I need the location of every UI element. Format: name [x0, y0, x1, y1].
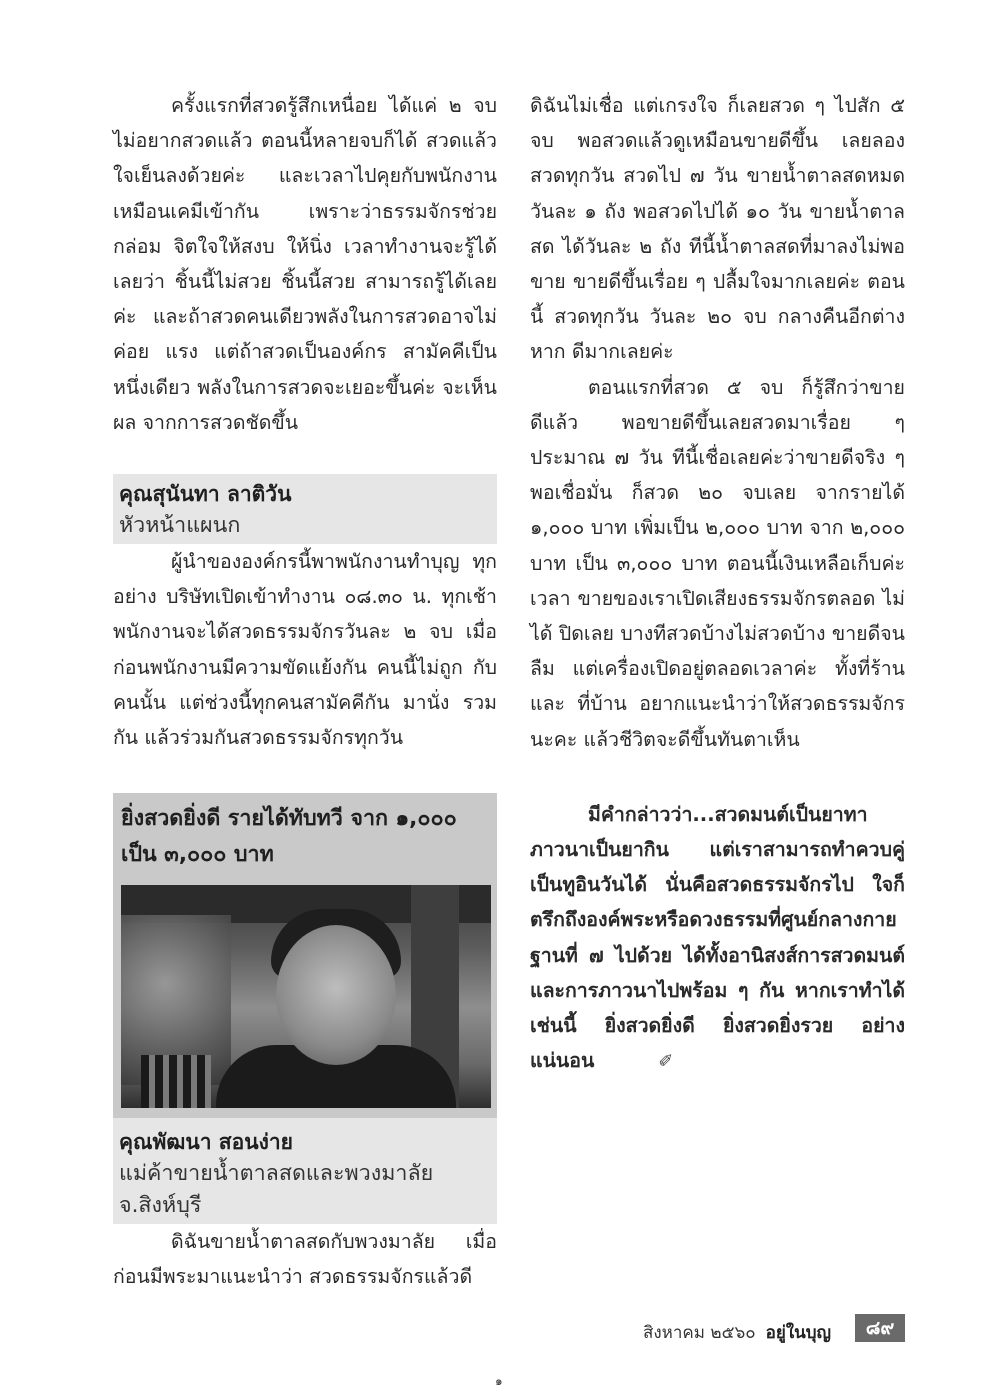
text-line: ได้วันละ ๒ ถัง ทีนี้น้ำตาลสดที่มาลงไม่พอขาย	[530, 234, 905, 294]
person-1-role: หัวหน้าแผนก	[119, 513, 241, 539]
person-2-role: แม่ค้าขายน้ำตาลสดและพวงมาลัย	[119, 1161, 434, 1187]
text-line: และการภาวนาไปพร้อม ๆ กัน หากเราทำได้	[530, 978, 905, 1002]
text-line: ขายดีขึ้นเรื่อย ๆ ปลื้มใจมากเลยค่ะ ตอนนี้	[530, 270, 905, 329]
end-of-article-quill-icon: ✐	[658, 1051, 674, 1073]
text-line: พอขายดีขึ้นเลยสวดมาเรื่อย ๆ ประมาณ ๗	[530, 410, 905, 470]
person-1-namebox	[113, 474, 497, 544]
left-paragraph-2	[113, 544, 497, 755]
left-column	[113, 88, 497, 1295]
text-line: รวมกัน แล้วร่วมกันสวดธรรมจักรทุกวัน	[113, 690, 497, 750]
right-paragraph-2	[530, 370, 905, 757]
text-line: ขายของเราเปิดเสียงธรรมจักรตลอด ไม่ได้	[530, 586, 905, 646]
person-2-name: คุณพัฒนา สอนง่าย	[119, 1130, 293, 1155]
left-paragraph-1	[113, 88, 497, 440]
text-line: จบ พอสวดแล้วดูเหมือนขายดีขึ้น เลยลอง	[530, 129, 905, 153]
text-line: ใจเย็นลงด้วยค่ะ และเวลาไปคุยกับพนักงาน	[113, 164, 497, 188]
text-line: ทุกเช้าพนักงานจะได้สวดธรรมจักรวันละ ๒ จบ	[113, 585, 497, 644]
person-2-province: จ.สิงห์บุรี	[119, 1193, 202, 1219]
text-line: แล้วชีวิตจะดีขึ้นทันตาเห็น	[583, 727, 800, 751]
text-line: แต่เครื่องเปิดอยู่ตลอดเวลาค่ะ ทั้งที่ร้านและ	[530, 657, 905, 716]
text-line: ตอนแรกที่สวด ๕ จบ ก็รู้สึกว่าขายดีแล้ว	[530, 375, 905, 434]
text-line: ดีมากเลยค่ะ	[571, 340, 674, 364]
right-paragraph-1	[530, 88, 905, 370]
text-line: เมื่อก่อนพนักงานมีความขัดแย้งกัน คนนี้ไม่ถูก	[113, 620, 497, 679]
text-line: เป็นทูอินวันได้ นั่นคือสวดธรรมจักรไป ใจก็	[530, 873, 905, 897]
banner-heading-line-2: เป็น ๓,๐๐๐ บาท	[121, 842, 274, 868]
text-line: วันละ ๑ ถัง พอสวดไปได้ ๑๐ วัน ขายน้ำตาลสด	[530, 199, 905, 258]
text-line: ตรึกถึงองค์พระหรือดวงธรรมที่ศูนย์กลางกาย	[530, 908, 897, 932]
text-line: ดิฉันไม่เชื่อ แต่เกรงใจ ก็เลยสวด ๆ ไปสัก ๕	[530, 94, 905, 117]
text-line: และถ้าสวดคนเดียวพลังในการสวดอาจไม่ค่อย	[113, 305, 497, 364]
text-line: ผู้นำขององค์กรนี้พาพนักงานทำบุญ	[171, 550, 460, 574]
text-line: พลังในการสวดจะเยอะขึ้นค่ะ จะเห็นผล	[113, 375, 497, 434]
page-footer	[643, 1318, 831, 1346]
text-line: ฐานที่ ๗ ไปด้วย ได้ทั้งอานิสงส์การสวดมนต์	[530, 943, 905, 967]
text-line: ไม่อยากสวดแล้ว ตอนนี้หลายจบก็ได้ สวดแล้ว	[113, 129, 497, 153]
story-banner	[113, 793, 497, 1118]
person-1-name: คุณสุนันทา ลาติวัน	[119, 482, 292, 507]
text-line: ดิฉันขายน้ำตาลสดกับพวงมาลัย เมื่อ	[171, 1230, 497, 1254]
person-2-namebox	[113, 1118, 497, 1224]
bottom-print-mark: ๑	[495, 1374, 503, 1388]
text-line: ก่อนมีพระมาแนะนำว่า สวดธรรมจักรแล้วดี	[113, 1265, 473, 1289]
text-line: ก็สวด ๒๐ จบเลย จากรายได้ ๑,๐๐๐ บาท	[530, 481, 905, 540]
vendor-portrait-photo	[121, 885, 491, 1108]
text-line: ชิ้นนี้ไม่สวย ชิ้นนี้สวย สามารถรู้ได้เลยค่ะ	[113, 270, 498, 329]
text-line: ครั้งแรกที่สวดรู้สึกเหนื่อย ได้แค่ ๒ จบ	[171, 94, 497, 117]
footer-magazine-name: อยู่ในบุญ	[765, 1322, 832, 1343]
text-line: สวดทุกวัน วันละ ๒๐ จบ กลางคืนอีกต่างหาก	[530, 305, 905, 364]
text-line: กับคนนั้น แต่ช่วงนี้ทุกคนสามัคคีกัน มานั่ง	[113, 655, 497, 714]
text-line: ที่บ้าน อยากแนะนำว่าให้สวดธรรมจักรนะคะ	[530, 692, 905, 751]
text-line: ภาวนาเป็นยากิน แต่เราสามารถทำควบคู่	[530, 838, 905, 862]
right-column	[530, 88, 905, 1079]
text-line: ๓,๐๐๐ บาท ตอนนี้เงินเหลือเก็บค่ะ เวลา	[530, 551, 905, 610]
spacer	[530, 757, 905, 797]
text-line: เพิ่มเป็น ๒,๐๐๐ บาท จาก ๒,๐๐๐ บาท เป็น	[530, 516, 906, 575]
text-line: ทุกอย่าง บริษัทเปิดเข้าทำงาน ๐๘.๓๐ น.	[113, 550, 497, 609]
text-line: ปิดเลย บางทีสวดบ้างไม่สวดบ้าง ขายดีจนลืม	[530, 622, 905, 681]
banner-heading-line-1: ยิ่งสวดยิ่งดี รายได้ทับทวี จาก ๑,๐๐๐	[121, 806, 457, 832]
text-line: มีคำกล่าวว่า...สวดมนต์เป็นยาทา	[588, 802, 868, 826]
left-paragraph-3	[113, 1224, 497, 1294]
page-number: ๘๙	[855, 1314, 905, 1342]
closing-quote-paragraph	[530, 797, 905, 1080]
photo-person-face	[276, 925, 396, 1065]
text-line: สวดทุกวัน สวดไป ๗ วัน ขายน้ำตาลสดหมด	[530, 164, 905, 188]
text-line: วัน ทีนี้เชื่อเลยค่ะว่าขายดีจริง ๆ พอเชื่อมั่น	[530, 446, 905, 505]
text-line: แรง แต่ถ้าสวดเป็นองค์กร สามัคคีเป็นหนึ่งเดียว	[113, 340, 497, 399]
text-line: จากการสวดชัดขึ้น	[142, 410, 299, 434]
text-line: เหมือนเคมีเข้ากัน เพราะว่าธรรมจักรช่วยกล่อม	[113, 199, 497, 258]
photo-bottles	[141, 1055, 211, 1108]
text-line: เช่นนี้ ยิ่งสวดยิ่งดี ยิ่งสวดยิ่งรวย อย่าง	[530, 1014, 905, 1038]
text-line: จิตใจให้สงบ ให้นิ่ง เวลาทำงานจะรู้ได้เลยว่า	[113, 234, 497, 294]
text-line: แน่นอน	[530, 1049, 595, 1073]
footer-issue-date: สิงหาคม ๒๕๖๐	[643, 1322, 756, 1343]
